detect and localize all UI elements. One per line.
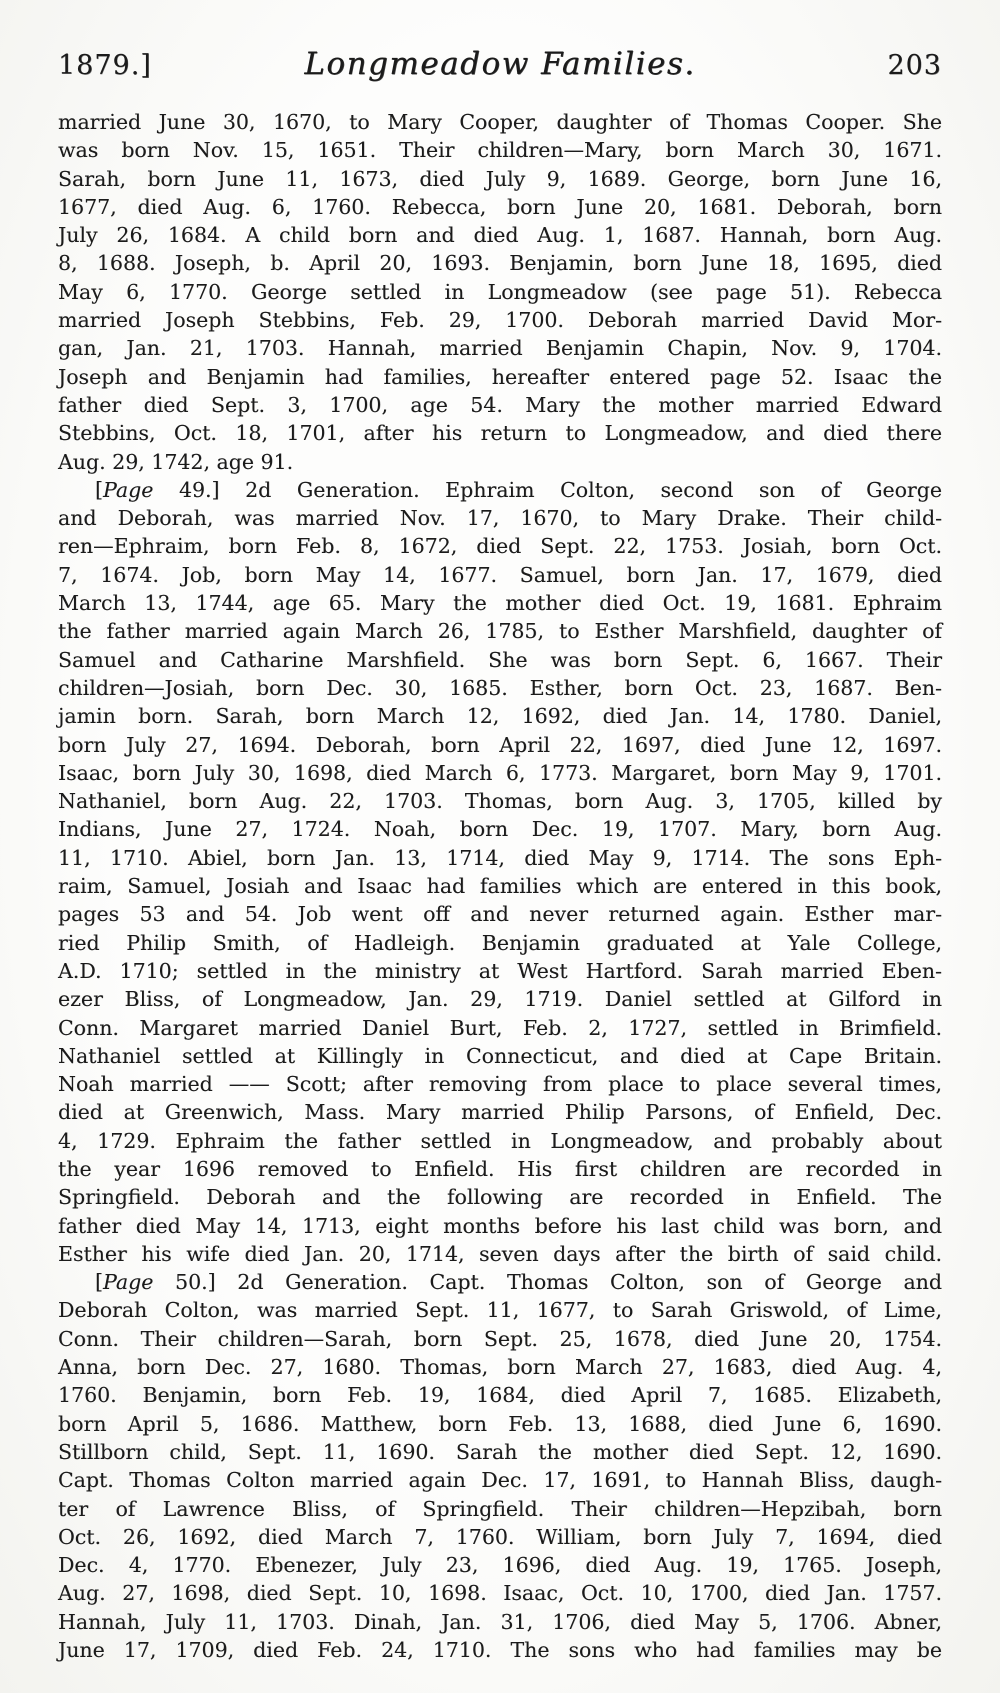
text-line: Conn. Margaret married Daniel Burt, Feb. 2, 1727, settled in Brimfield. [58,1015,942,1040]
text-line: married Joseph Stebbins, Feb. 29, 1700. Deborah married David Mor- [58,308,942,333]
text-line: July 26, 1684. A child born and died Aug. 1, 1687. Hannah, born Aug. [58,223,942,248]
text-line: March 13, 1744, age 65. Mary the mother died Oct. 19, 1681. Ephraim [58,591,942,616]
text-line: [Page 49.] 2d Generation. Ephraim Colton, second son of George [95,477,942,502]
text-line: Nathaniel settled at Killingly in Connecticut, and died at Cape Britain. [58,1043,942,1068]
running-title: Longmeadow Families. [304,46,696,82]
text-line: Capt. Thomas Colton married again Dec. 17, 1691, to Hannah Bliss, daugh- [58,1468,942,1493]
text-line: father died May 14, 1713, eight months before his last child was born, and [58,1213,942,1238]
text-line: 7, 1674. Job, born May 14, 1677. Samuel, born Jan. 17, 1679, died [58,562,942,587]
text-line: June 17, 1709, died Feb. 24, 1710. The sons who had families may be [58,1638,942,1663]
text-line: Anna, born Dec. 27, 1680. Thomas, born March 27, 1683, died Aug. 4, [58,1355,942,1380]
text-line: 4, 1729. Ephraim the father settled in Longmeadow, and probably about [58,1128,942,1153]
text-line: Noah married —— Scott; after removing from place to place several times, [58,1072,942,1097]
text-line: Sarah, born June 11, 1673, died July 9, 1689. George, born June 16, [58,166,942,191]
text-line: jamin born. Sarah, born March 12, 1692, died Jan. 14, 1780. Daniel, [58,704,942,729]
text-line: married June 30, 1670, to Mary Cooper, daughter of Thomas Cooper. She [58,110,942,134]
text-line: Springfield. Deborah and the following are recorded in Enfield. The [58,1185,942,1210]
text-line: May 6, 1770. George settled in Longmeadow (see page 51). Rebecca [58,279,942,304]
text-line: 1760. Benjamin, born Feb. 19, 1684, died April 7, 1685. Elizabeth, [58,1383,942,1408]
text-line: Aug. 27, 1698, died Sept. 10, 1698. Isaac, Oct. 10, 1700, died Jan. 1757. [58,1581,942,1606]
text-line: Dec. 4, 1770. Ebenezer, July 23, 1696, died Aug. 19, 1765. Joseph, [58,1553,942,1578]
text-line: Nathaniel, born Aug. 22, 1703. Thomas, born Aug. 3, 1705, killed by [58,789,942,814]
text-line: the year 1696 removed to Enfield. His first children are recorded in [58,1156,942,1181]
text-line: Indians, June 27, 1724. Noah, born Dec. 19, 1707. Mary, born Aug. [58,817,942,842]
text-line: Samuel and Catharine Marshfield. She was born Sept. 6, 1667. Their [58,647,942,672]
text-line: and Deborah, was married Nov. 17, 1670, to Mary Drake. Their child- [58,506,942,531]
text-line: Stebbins, Oct. 18, 1701, after his return to Longmeadow, and died there [58,421,942,446]
page-content [58,46,942,1664]
text-line: pages 53 and 54. Job went off and never returned again. Esther mar- [58,902,942,927]
text-line: 8, 1688. Joseph, b. April 20, 1693. Benjamin, born June 18, 1695, died [58,251,942,276]
text-line: Joseph and Benjamin had families, hereafter entered page 52. Isaac the [58,364,942,389]
text-line: Esther his wife died Jan. 20, 1714, seven days after the birth of said child. [58,1241,942,1266]
text-line: Stillborn child, Sept. 11, 1690. Sarah the mother died Sept. 12, 1690. [58,1439,942,1464]
text-line: [Page 50.] 2d Generation. Capt. Thomas Colton, son of George and [95,1270,942,1295]
text-line: Oct. 26, 1692, died March 7, 1760. William, born July 7, 1694, died [58,1524,942,1549]
text-line: 11, 1710. Abiel, born Jan. 13, 1714, died May 9, 1714. The sons Eph- [58,845,942,870]
text-line: ried Philip Smith, of Hadleigh. Benjamin graduated at Yale College, [58,930,942,955]
text-line: Deborah Colton, was married Sept. 11, 1677, to Sarah Griswold, of Lime, [58,1298,942,1323]
text-line: born July 27, 1694. Deborah, born April 22, 1697, died June 12, 1697. [58,732,942,757]
text-line: children—Josiah, born Dec. 30, 1685. Esther, born Oct. 23, 1687. Ben- [58,675,942,700]
text-line: ter of Lawrence Bliss, of Springfield. Their children—Hepzibah, born [58,1496,942,1521]
page-header [58,46,942,82]
page-body [58,108,942,1664]
text-line: A.D. 1710; settled in the ministry at West Hartford. Sarah married Eben- [58,958,942,983]
text-line: died at Greenwich, Mass. Mary married Philip Parsons, of Enfield, Dec. [58,1100,942,1125]
text-line: Isaac, born July 30, 1698, died March 6, 1773. Margaret, born May 9, 1701. [58,760,942,785]
text-line: ezer Bliss, of Longmeadow, Jan. 29, 1719. Daniel settled at Gilford in [58,987,942,1012]
text-line: Conn. Their children—Sarah, born Sept. 25, 1678, died June 20, 1754. [58,1326,942,1351]
text-line: the father married again March 26, 1785, to Esther Marshfield, daughter of [58,619,942,644]
text-line: born April 5, 1686. Matthew, born Feb. 13, 1688, died June 6, 1690. [58,1411,942,1436]
text-line: raim, Samuel, Josiah and Isaac had families which are entered in this book, [58,874,942,899]
header-date: 1879.] [58,50,152,81]
text-line: Aug. 29, 1742, age 91. [58,449,294,474]
text-line: father died Sept. 3, 1700, age 54. Mary the mother married Edward [58,392,942,417]
text-line: Hannah, July 11, 1703. Dinah, Jan. 31, 1706, died May 5, 1706. Abner, [58,1609,942,1634]
text-line: ren—Ephraim, born Feb. 8, 1672, died Sept. 22, 1753. Josiah, born Oct. [58,534,942,559]
text-line: was born Nov. 15, 1651. Their children—Mary, born March 30, 1671. [58,138,942,163]
page-number: 203 [887,50,942,81]
text-line: gan, Jan. 21, 1703. Hannah, married Benjamin Chapin, Nov. 9, 1704. [58,336,942,361]
text-line: 1677, died Aug. 6, 1760. Rebecca, born June 20, 1681. Deborah, born [58,194,942,219]
